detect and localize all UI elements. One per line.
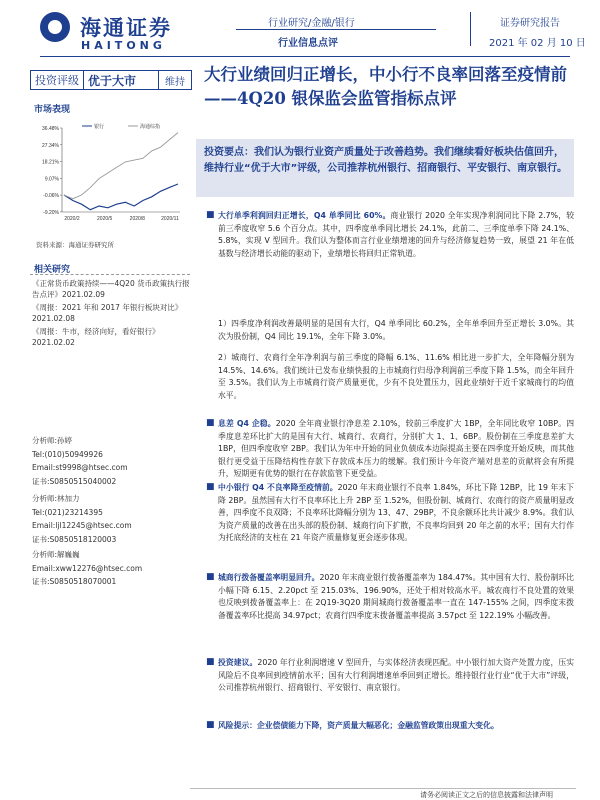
paragraph-text: 2020 年行业利润增速 V 型回升，与实体经济表现匹配。中小银行加大资产处置力度，压实风险后不良率回到疫情前水平；国有大行利润增速单季回到正增长。维持银行业行业“优于大市”评级，公司推荐杭州银行、招商银行、平安银行、南京银行。 bbox=[218, 658, 575, 692]
report-type: 证券研究报告 bbox=[500, 18, 560, 29]
bullet-icon: ■ bbox=[206, 482, 215, 492]
report-category: 行业研究/金融/银行 bbox=[268, 18, 355, 29]
paragraph-text: 商业银行 2020 全年实现净利润同比下降 2.7%，较前三季度收窄 5.6 个百分点。其中，四季度单季同比增长 24.1%，此前二、三季度单季下降 24.1%、5.8%，实现 V 型回升。我们认为整体而言行业业绩增速的回升与经济修复趋势一致，展望 21 年在低基数与经济增长动能的驱动下，业绩增长将回归正常轨道。 bbox=[218, 211, 574, 258]
body-paragraph bbox=[218, 210, 574, 260]
analyst-cert: 证书:S0850518070001 bbox=[32, 577, 117, 587]
y-tick-label: -9.20% bbox=[43, 209, 59, 216]
body-paragraph bbox=[218, 418, 574, 481]
analyst-email[interactable]: Email:st9998@htsec.com bbox=[32, 463, 128, 473]
x-tick-label: 2020/2 bbox=[64, 216, 80, 222]
related-item[interactable]: 《周报：2021 年和 2017 年银行板块对比》2021.02.08 bbox=[32, 303, 183, 323]
bullet-icon: ■ bbox=[206, 720, 215, 730]
header-divider bbox=[236, 29, 436, 30]
x-tick-label: 2020/5 bbox=[97, 216, 113, 222]
paragraph-text: 1）四季度净利润改善最明显的是国有大行，Q4 单季同比 60.2%，全年单季回升至正增长 3.0%。其次为股份制，Q4 同比 19.1%，全年下降 3.0%。 bbox=[218, 319, 574, 341]
y-tick-label: 36.48% bbox=[42, 126, 59, 132]
x-tick-label: 2020/8 bbox=[129, 216, 145, 222]
legend-label: 银行 bbox=[94, 124, 105, 130]
paragraph-highlight: 风险提示：企业偿债能力下降，资产质量大幅恶化；金融监管政策出现重大变化。 bbox=[218, 721, 499, 730]
rating-action: 维持 bbox=[158, 71, 191, 89]
paragraph-highlight: 大行单季利润回归正增长，Q4 单季同比 60%。 bbox=[218, 211, 391, 220]
related-divider bbox=[30, 274, 190, 275]
paragraph-text: 2）城商行、农商行全年净利润与前三季度的降幅 6.1%、11.6% 相比进一步扩大，全年降幅分别为 14.5%、14.6%。我们统计已发布业绩快报的上市城商行归母净利润前三季度下降 1.5%，而全年回升至 3.5%。我们认为上市城商行资产质量更优，少有不良处置压力，因此业绩好于近千家城商行的均值水平。 bbox=[218, 353, 574, 400]
paragraph-text: 2020 全年商业银行净息差 2.10%，较前三季度扩大 1BP，全年同比收窄 10BP。四季度息差环比扩大的是国有大行、城商行、农商行，分别扩大 1、1、6BP。股份制在三季度息差扩大 1BP，但四季度收窄 2BP。我们认为年中开始的同业负债成本边际提高主要在四季度开始反映，而其他银行更受益于压降结构性存款下存款成本压力的缓解。我们预计今年资产端对息差的贡献将会有所提升，短期更有优势的银行在存款监管下更受益。 bbox=[218, 419, 574, 478]
series-line-海通综指 bbox=[64, 133, 178, 199]
related-list bbox=[32, 278, 192, 350]
paragraph-highlight: 息差 Q4 企稳。 bbox=[218, 419, 276, 428]
report-title: 大行业绩回归正增长，中小行不良率回落至疫情前——4Q20 银保监会监管指标点评 bbox=[204, 65, 567, 108]
analyst-tel: Tel:(010)50949926 bbox=[32, 449, 103, 459]
logo-chinese: 海通证券 bbox=[80, 15, 172, 40]
analyst-email[interactable]: Email:ljl12245@htsec.com bbox=[32, 521, 132, 531]
body-paragraph bbox=[218, 657, 574, 695]
paragraph-highlight: 城商行拨备覆盖率明显回升。 bbox=[218, 573, 320, 582]
paragraph-text: 2020 年末商业银行不良率 1.84%，环比下降 12BP，比 19 年末下降 2BP。虽然国有大行不良率环比上升 2BP 至 1.52%，但股份制、城商行、农商行的资产质量明显改善，四季度不良双降；不良率环比降幅分别为 13、47、29BP，不良余额环比共计减少 8.9%。我们认为资产质量的改善在出头部的股份制、城商行向下扩散，不良率均回到 20 年之前的水平；国有大行作为托底经济的支柱在 21 年资产质量修复更会逐步体现。 bbox=[218, 483, 574, 542]
chart-source: 资料来源：海通证券研究所 bbox=[36, 241, 114, 249]
y-tick-label: 18.21% bbox=[42, 159, 59, 166]
paragraph-highlight: 中小银行 Q4 不良率降至疫情前。 bbox=[218, 483, 338, 492]
body-paragraph bbox=[218, 482, 574, 545]
bullet-icon: ■ bbox=[206, 657, 215, 667]
analyst-name: 分析师:林加力 bbox=[32, 494, 80, 503]
analyst-cert: 证书:S0850515040002 bbox=[32, 476, 117, 486]
market-section-title: 市场表现 bbox=[34, 105, 71, 115]
legend-label: 海通综指 bbox=[140, 124, 161, 130]
company-logo-icon bbox=[40, 12, 70, 42]
header-vertical-divider bbox=[470, 12, 471, 46]
y-tick-label: 27.34% bbox=[42, 142, 59, 149]
y-tick-label: -0.06% bbox=[43, 193, 59, 200]
x-tick-label: 2020/11 bbox=[161, 216, 179, 222]
body-paragraph bbox=[218, 720, 574, 733]
market-chart bbox=[30, 120, 190, 232]
paragraph-highlight: 投资建议。 bbox=[218, 658, 258, 667]
analyst-cert: 证书:S0850518120003 bbox=[32, 534, 117, 544]
rating-box bbox=[30, 70, 192, 90]
bullet-icon: ■ bbox=[206, 418, 215, 428]
key-points-text: 投资要点：我们认为银行业资产质量处于改善趋势。我们继续看好板块估值回升，维持行业“优于大市”评级，公司推荐杭州银行、招商银行、平安银行、南京银行。 bbox=[204, 147, 568, 174]
related-item[interactable]: 《周报：牛市，经济向好，看好银行》2021.02.02 bbox=[32, 327, 160, 347]
header-rule bbox=[40, 56, 570, 57]
related-section-title: 相关研究 bbox=[34, 265, 71, 275]
logo-english: HAITONG bbox=[81, 39, 166, 52]
analyst-tel: Tel:(021)23214395 bbox=[32, 507, 103, 517]
y-tick-label: 9.07% bbox=[44, 176, 59, 183]
footer-rule bbox=[190, 788, 576, 789]
body-paragraph bbox=[218, 352, 574, 402]
bullet-icon: ■ bbox=[206, 210, 215, 220]
body-paragraph bbox=[218, 318, 574, 343]
analyst-block bbox=[32, 434, 192, 488]
report-date: 2021 年 02 月 10 日 bbox=[489, 38, 586, 49]
rating-label: 投资评级 bbox=[31, 71, 84, 89]
analyst-block bbox=[32, 492, 192, 546]
paragraph-text: 2020 年末商业银行拨备覆盖率为 184.47%。其中国有大行、股份制环比小幅下降 6.15、2.20pct 至 215.03%、196.90%，还处于相对较高水平。城农商行不良处置的效果也反映到拨备覆盖率上：在 2Q19-3Q20 期间城商行拨备覆盖率一直在 147-155% 之间，四季度末拨备覆盖率环比提高 34.97pct；农商行四季度末拨备覆盖率提高 3.57pct 至 122.19% 小幅改善。 bbox=[218, 573, 574, 620]
series-line-银行 bbox=[64, 184, 178, 210]
rating-value: 优于大市 bbox=[88, 73, 137, 88]
bullet-icon: ■ bbox=[206, 572, 215, 582]
report-subcategory: 行业信息点评 bbox=[278, 38, 338, 49]
related-item[interactable]: 《正常货币政策持续——4Q20 货币政策执行报告点评》2021.02.09 bbox=[32, 279, 190, 299]
analyst-block bbox=[32, 548, 192, 589]
footer-disclaimer: 请务必阅读正文之后的信息披露和法律声明 bbox=[420, 791, 553, 799]
analyst-name: 分析师:孙婷 bbox=[32, 436, 73, 445]
analyst-email[interactable]: Email:xww12276@htsec.com bbox=[32, 563, 143, 573]
body-paragraph bbox=[218, 572, 574, 622]
analyst-name: 分析师:解巍巍 bbox=[32, 550, 80, 559]
